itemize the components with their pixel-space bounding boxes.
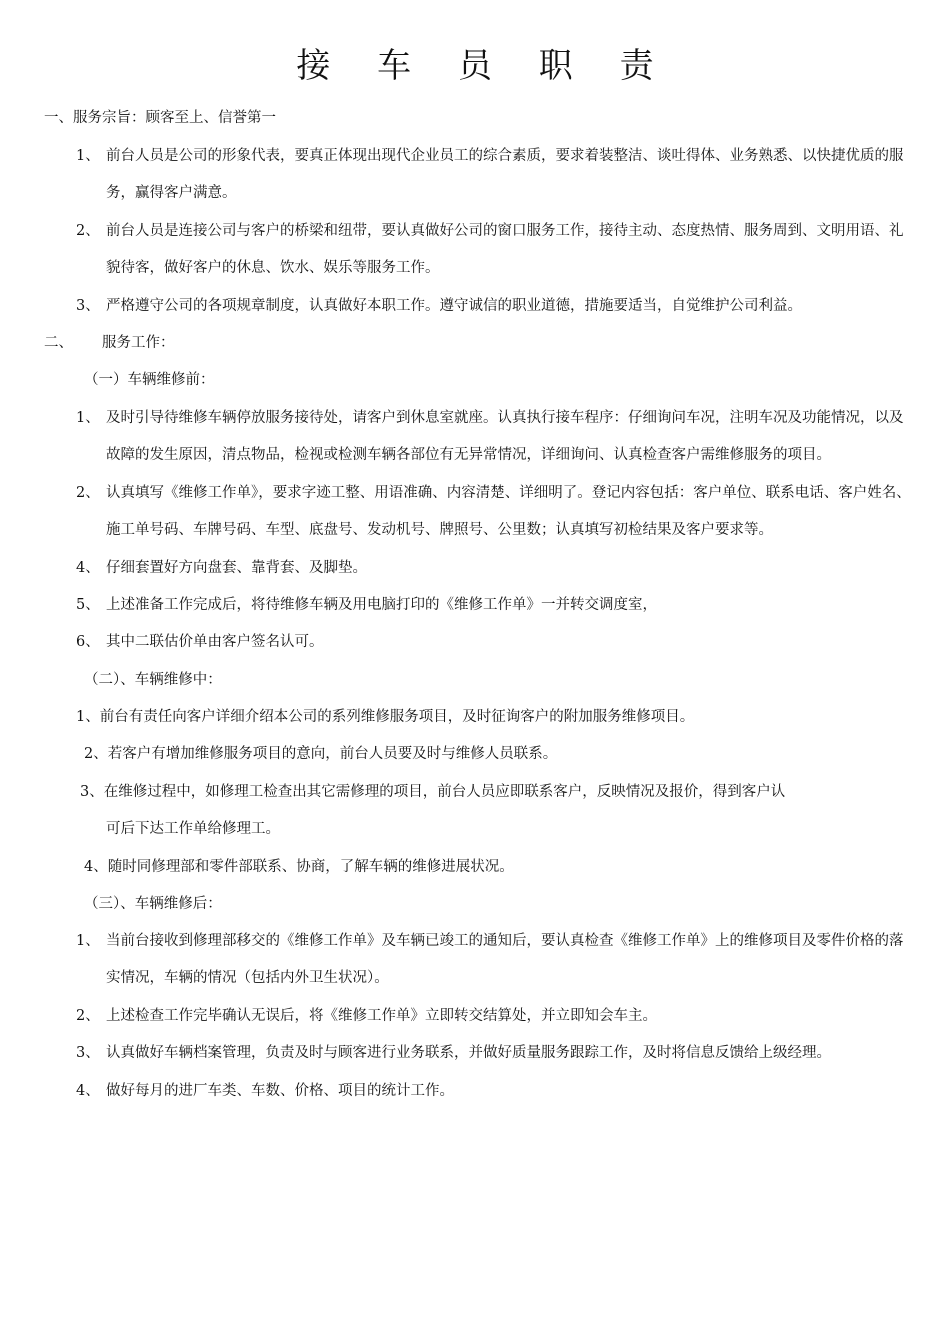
item-text: 及时引导待维修车辆停放服务接待处，请客户到休息室就座。认真执行接车程序：仔细询问车况，注明车况及功能情况，以及 [106,410,904,426]
item-text: 前台人员是连接公司与客户的桥梁和纽带，要认真做好公司的窗口服务工作，接待主动、态度热情、服务周到、文明用语、礼 [106,223,904,239]
sub2-item-1: 1、前台有责任向客户详细介绍本公司的系列维修服务项目，及时征询客户的附加服务维修项目。 [76,709,695,725]
sub1-item-1 [76,408,904,428]
item-text: 其中二联估价单由客户签名认可。 [106,634,324,650]
sub2-item-2: 2、若客户有增加维修服务项目的意向，前台人员要及时与维修人员联系。 [84,746,558,762]
item-number: 1、 [76,933,100,949]
item-text: 认真填写《维修工作单》，要求字迹工整、用语准确、内容清楚、详细明了。登记内容包括：客户单位、联系电话、客户姓名、 [106,485,911,501]
item-text: 上述准备工作完成后，将待维修车辆及用电脑打印的《维修工作单》一并转交调度室， [106,597,657,613]
section-2-heading [44,333,175,353]
sub1-item-6 [76,632,324,652]
s1-item-1 [76,146,904,166]
sub2-item-3: 3、在维修过程中，如修理工检查出其它需修理的项目，前台人员应即联系客户，反映情况及报价，得到客户认 [80,784,786,800]
sub1-item-5 [76,595,657,615]
s1-item-2 [76,221,904,241]
item-number: 2、 [76,1008,100,1024]
sub2-heading: （二）、车辆维修中： [84,672,222,688]
item-number: 4、 [76,1083,100,1099]
sub2-item-4: 4、随时同修理部和零件部联系、协商，了解车辆的维修进展状况。 [84,859,514,875]
item-text: 认真做好车辆档案管理，负责及时与顾客进行业务联系，并做好质量服务跟踪工作，及时将信息反馈给上级经理。 [106,1045,831,1061]
item-number: 4、 [76,560,100,576]
item-text: 严格遵守公司的各项规章制度，认真做好本职工作。遵守诚信的职业道德，措施要适当，自觉维护公司利益。 [106,298,802,314]
item-text: 仔细套置好方向盘套、靠背套、及脚垫。 [106,560,367,576]
page-title: 接 车 员 职 责 [296,46,672,86]
section-1-heading: 一、服务宗旨：顾客至上、信誉第一 [44,110,276,126]
sub3-item-4 [76,1081,454,1101]
item-text: 上述检查工作完毕确认无误后，将《维修工作单》立即转交结算处，并立即知会车主。 [106,1008,657,1024]
item-number: 1、 [76,410,100,426]
item-number: 3、 [76,298,100,314]
sub1-item-2 [76,483,911,503]
section-number: 二、 [44,335,73,351]
s1-item-2-cont: 貌待客，做好客户的休息、饮水、娱乐等服务工作。 [106,260,440,276]
sub1-item-4 [76,558,367,578]
item-number: 1、 [76,148,100,164]
sub3-heading: （三）、车辆维修后： [84,896,222,912]
section-title: 服务工作： [102,335,175,351]
sub3-item-1-cont: 实情况，车辆的情况（包括内外卫生状况）。 [106,970,389,986]
sub1-item-1-cont: 故障的发生原因，清点物品，检视或检测车辆各部位有无异常情况，详细询问、认真检查客户需维修服务的项目。 [106,447,831,463]
sub1-item-2-cont: 施工单号码、车牌号码、车型、底盘号、发动机号、牌照号、公里数；认真填写初检结果及客户要求等。 [106,522,773,538]
s1-item-3 [76,296,802,316]
item-number: 3、 [76,1045,100,1061]
sub2-item-3-cont: 可后下达工作单给修理工。 [106,821,280,837]
sub3-item-3 [76,1043,831,1063]
sub3-item-2 [76,1006,657,1026]
sub1-heading: （一）车辆维修前： [84,372,215,388]
item-number: 5、 [76,597,100,613]
sub3-item-1 [76,931,904,951]
s1-item-1-cont: 务，赢得客户满意。 [106,185,237,201]
item-number: 2、 [76,223,100,239]
item-text: 前台人员是公司的形象代表，要真正体现出现代企业员工的综合素质，要求着装整洁、谈吐得体、业务熟悉、以快捷优质的服 [106,148,904,164]
item-text: 当前台接收到修理部移交的《维修工作单》及车辆已竣工的通知后，要认真检查《维修工作单》上的维修项目及零件价格的落 [106,933,904,949]
item-number: 2、 [76,485,100,501]
item-text: 做好每月的进厂车类、车数、价格、项目的统计工作。 [106,1083,454,1099]
item-number: 6、 [76,634,100,650]
